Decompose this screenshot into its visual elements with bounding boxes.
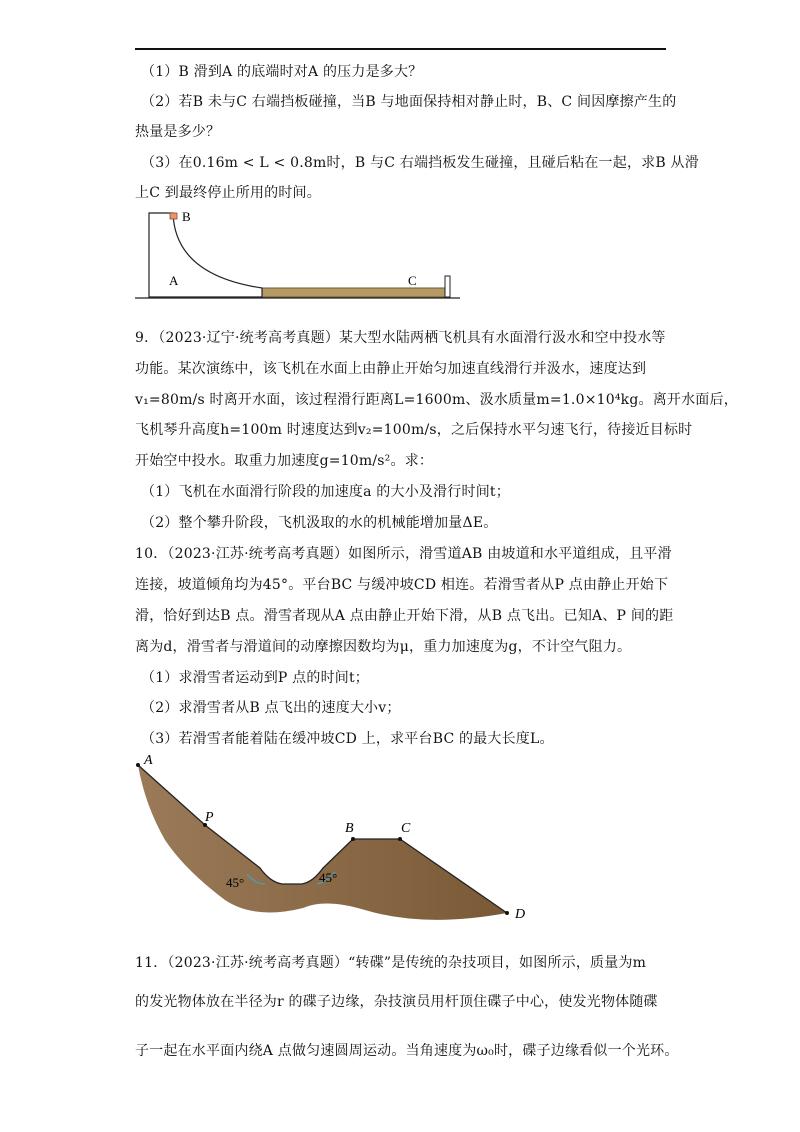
label-d: D [515, 907, 526, 922]
q11-line-3: 子一起在水平面内绕A 点做匀速圆周运动。当角速度为ω₀时，碟子边缘看似一个光环。 [135, 1043, 679, 1059]
point-d [505, 911, 509, 915]
q8-part-2-line-2: 热量是多少？ [135, 124, 221, 140]
label-b: B [182, 209, 191, 224]
q9-line-2: 功能。某次演练中，该飞机在水面上由静止开始匀加速直线滑行并汲水，速度达到 [135, 361, 647, 377]
q10-part-3: （3）若滑雪者能着陆在缓冲坡CD 上，求平台BC 的最大长度L。 [141, 731, 554, 747]
q9-line-4: 飞机琴升高度h=100m 时速度达到v₂=100m/s，之后保持水平匀速飞行，待接近目标时 [135, 422, 693, 438]
q11-line-1: 11．（2023·江苏·统考高考真题）“转碟”是传统的杂技项目，如图所示，质量为m [135, 955, 647, 971]
q9-line-3: v₁=80m/s 时离开水面，该过程滑行距离L=1600m、汲水质量m=1.0×10⁴kg。离开水面后， [135, 392, 738, 408]
header-rule [135, 48, 666, 50]
label-a: A [169, 273, 179, 288]
q10-part-2: （2）求滑雪者从B 点飞出的速度大小v； [141, 700, 401, 716]
label-b: B [345, 821, 354, 836]
q10-part-1: （1）求滑雪者运动到P 点的时间t； [141, 670, 370, 686]
q8-part-2-line-1: （2）若B 未与C 右端挡板碰撞，当B 与地面保持相对静止时，B、C 间因摩擦产生的 [141, 94, 677, 110]
q10-line-4: 离为d，滑雪者与滑道间的动摩擦因数均为μ，重力加速度为g，不计空气阻力。 [135, 639, 632, 655]
q10-line-3: 滑，恰好到达B 点。滑雪者现从A 点由静止开始下滑，从B 点飞出。已知A、P 间的距 [135, 608, 674, 624]
q10-figure [125, 750, 545, 930]
q8-figure [125, 205, 465, 305]
label-c: C [401, 821, 411, 836]
q8-part-1: （1）B 滑到A 的底端时对A 的压力是多大？ [141, 64, 423, 80]
q9-line-1: 9．（2023·辽宁·统考高考真题）某大型水陆两栖飞机具有水面滑行汲水和空中投水等 [135, 330, 666, 346]
q9-part-1: （1）飞机在水面滑行阶段的加速度a 的大小及滑行时间t； [141, 484, 510, 500]
end-stop [445, 276, 450, 297]
q9-line-5: 开始空中投水。取重力加速度g=10m/s²。求： [135, 453, 434, 469]
label-p: P [205, 810, 214, 825]
slope-terrain [138, 765, 507, 920]
block-b [170, 213, 177, 219]
q11-line-2: 的发光物体放在半径为r 的碟子边缘，杂技演员用杆顶住碟子中心，使发光物体随碟 [135, 994, 658, 1010]
point-c [398, 837, 402, 841]
angle-label-right: 45° [319, 870, 338, 885]
q9-part-2: （2）整个攀升阶段，飞机汲取的水的机械能增加量ΔE。 [141, 515, 498, 531]
label-a: A [144, 753, 153, 768]
q8-part-3-line-1: （3）在0.16m < L < 0.8m时，B 与C 右端挡板发生碰撞，且碰后粘在一起，求B 从滑 [141, 155, 699, 171]
q10-line-1: 10．（2023·江苏·统考高考真题）如图所示，滑雪道AB 由坡道和水平道组成，且平滑 [135, 546, 672, 562]
point-b [351, 837, 355, 841]
point-a [136, 763, 140, 767]
angle-label-left: 45° [226, 875, 245, 890]
q8-part-3-line-2: 上C 到最终停止所用的时间。 [135, 185, 321, 201]
label-c: C [408, 273, 417, 288]
q10-line-2: 连接，坡道倾角均为45°。平台BC 与缓冲坡CD 相连。若滑雪者从P 点由静止开始下 [135, 577, 669, 593]
board-c [262, 288, 445, 297]
block-a [149, 213, 262, 297]
